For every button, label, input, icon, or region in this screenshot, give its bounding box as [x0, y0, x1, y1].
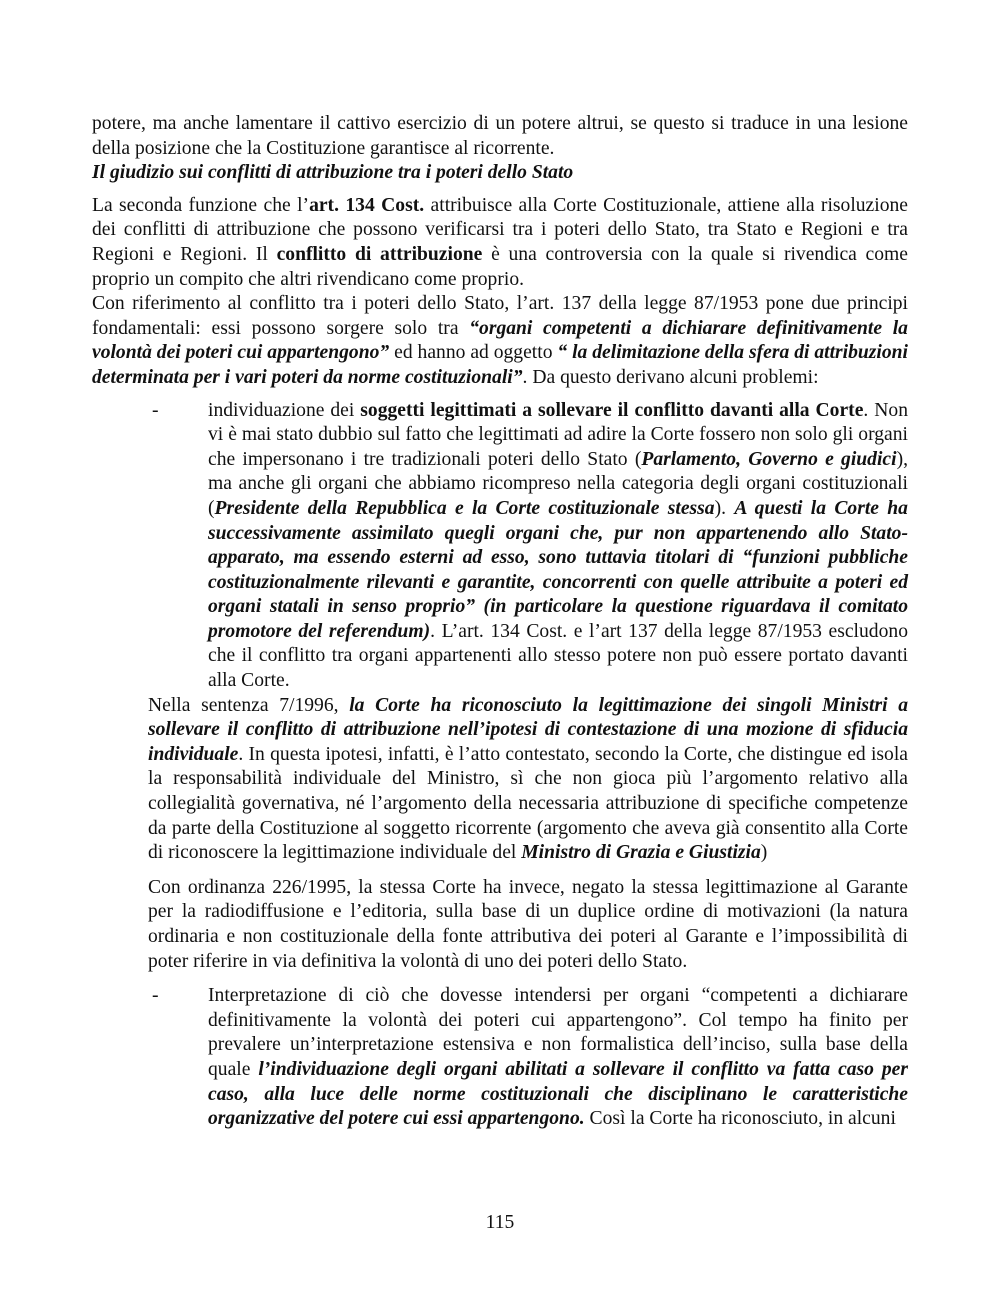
text-run: Così la Corte ha riconosciuto, in alcuni: [584, 1108, 896, 1130]
bold-italic-run: Presidente della Repubblica e la Corte costituzionale stessa: [214, 497, 715, 519]
list-item-interpretazione: [152, 984, 908, 1132]
text-run: . Non vi è mai stato dubbio sul fatto che legittimati ad adire la Corte fossero non solo gli organi che impersonano i tre tradizionali poteri dello Stato (: [208, 399, 908, 470]
section-heading: Il giudizio sui conflitti di attribuzione tra i poteri dello Stato: [92, 162, 574, 184]
bold-italic-run: la Corte ha riconosciuto la legittimazione dei singoli Ministri a sollevare il conflitto di attribuzione nell’ipotesi di contestazione di una mozione di sfiducia individuale: [148, 694, 908, 765]
text-run: ), ma anche gli organi che abbiamo ricompreso nella categoria degli organi costituzionali (: [208, 448, 908, 519]
paragraph-art-134: [92, 194, 908, 292]
text-run: ed hanno ad oggetto: [389, 342, 558, 364]
bold-italic-run: “ la delimitazione della sfera di attribuzioni determinata per i vari poteri da norme costituzionali”: [92, 342, 908, 388]
bold-italic-run: Ministro di Grazia e Giustizia: [521, 842, 761, 864]
bold-italic-run: “organi competenti a dichiarare definitivamente la volontà dei poteri cui appartengono”: [92, 317, 908, 364]
text-run: ): [760, 842, 768, 864]
text-run: . Da questo derivano alcuni problemi:: [522, 366, 819, 388]
paragraph-intro: potere, ma anche lamentare il cattivo esercizio di un potere altrui, se questo si traduce in una lesione della posizione che la Costituzione garantisce al ricorrente.: [92, 113, 908, 159]
bold-italic-run: l’individuazione degli organi abilitati a sollevare il conflitto va fatta caso per caso, alla luce delle norme costituzionali che disciplinano le caratteristiche organizzative del potere cui essi appartengono.: [208, 1058, 908, 1130]
page-number: 115: [485, 1212, 515, 1233]
bold-italic-run: A questi la Corte ha successivamente assimilato quegli organi che, pur non appartenendo allo Stato-apparato, ma essendo esterni ad esso, sono tuttavia titolari di “funzioni pubbliche costituzionalmente rilevanti e garantite, concorrenti con quelle attribuite a poteri ed organi statali in senso proprio” (in particolare la questione riguardava il comitato promotore del referendum): [208, 497, 908, 642]
text-run: Interpretazione di ciò che dovesse intendersi per organi “competenti a dichiarare definitivamente la volontà dei poteri cui appartengono”. Col tempo ha finito per prevalere un’interpretazione estensiva e non formalistica dell’inciso, sulla base della quale: [208, 985, 908, 1080]
text-run: individuazione dei: [208, 399, 361, 421]
list-item-soggetti: [148, 399, 908, 1132]
list-dash: -: [152, 399, 159, 421]
text-run: ).: [714, 497, 735, 519]
paragraph-sentenza-7-1996: [148, 694, 908, 866]
text-run: . In questa ipotesi, infatti, è l’atto contestato, secondo la Corte, che distingue ed isola la responsabilità individuale del Ministro, sì che non gioca più l’argomento relativo alla collegialità governativa, né l’argomento della necessaria attribuzione di specifiche competenze da parte della Costituzione al soggetto ricorrente (argomento che aveva già consentito alla Corte di riconoscere la legittimazione individuale del: [148, 743, 908, 864]
bold-run: soggetti legittimati a sollevare il conflitto davanti alla Corte: [360, 399, 864, 421]
list-dash: -: [152, 985, 159, 1007]
bold-run: art. 134 Cost.: [309, 194, 425, 216]
paragraph-ordinanza-226-1995: Con ordinanza 226/1995, la stessa Corte ha invece, negato la stessa legittimazione al Garante per la radiodiffusione e l’editoria, sulla base di un duplice ordine di motivazioni (la natura ordinaria e non costituzionale della fonte attributiva dei poteri al Garante e l’impossibilità di poter riferire in via definitiva la volontà di uno dei poteri dello Stato.: [148, 876, 908, 972]
text-run: attribuisce alla Corte Costituzionale, attiene alla risoluzione dei conflitti di attribuzione che possono verificarsi tra i poteri dello Stato, tra Stato e Regioni e tra Regioni e Regioni. Il: [92, 194, 908, 265]
document-page: [92, 112, 908, 1132]
text-run: Nella sentenza 7/1996,: [148, 694, 350, 716]
text-run: Con riferimento al conflitto tra i poteri dello Stato, l’art. 137 della legge 87/1953 pone due principi fondamentali: essi possono sorgere solo tra: [92, 293, 908, 339]
text-run: è una controversia con la quale si rivendica come proprio un compito che altri rivendicano come proprio.: [92, 243, 908, 290]
text-run: . L’art. 134 Cost. e l’art 137 della legge 87/1953 escludono che il conflitto tra organi appartenenti allo stesso potere non può essere portato davanti alla Corte.: [208, 620, 908, 692]
text-run: La seconda funzione che l’: [92, 194, 310, 216]
paragraph-art-137: [92, 292, 908, 390]
bold-italic-run: Parlamento, Governo e giudici: [641, 448, 897, 470]
bold-run: conflitto di attribuzione: [276, 243, 483, 265]
